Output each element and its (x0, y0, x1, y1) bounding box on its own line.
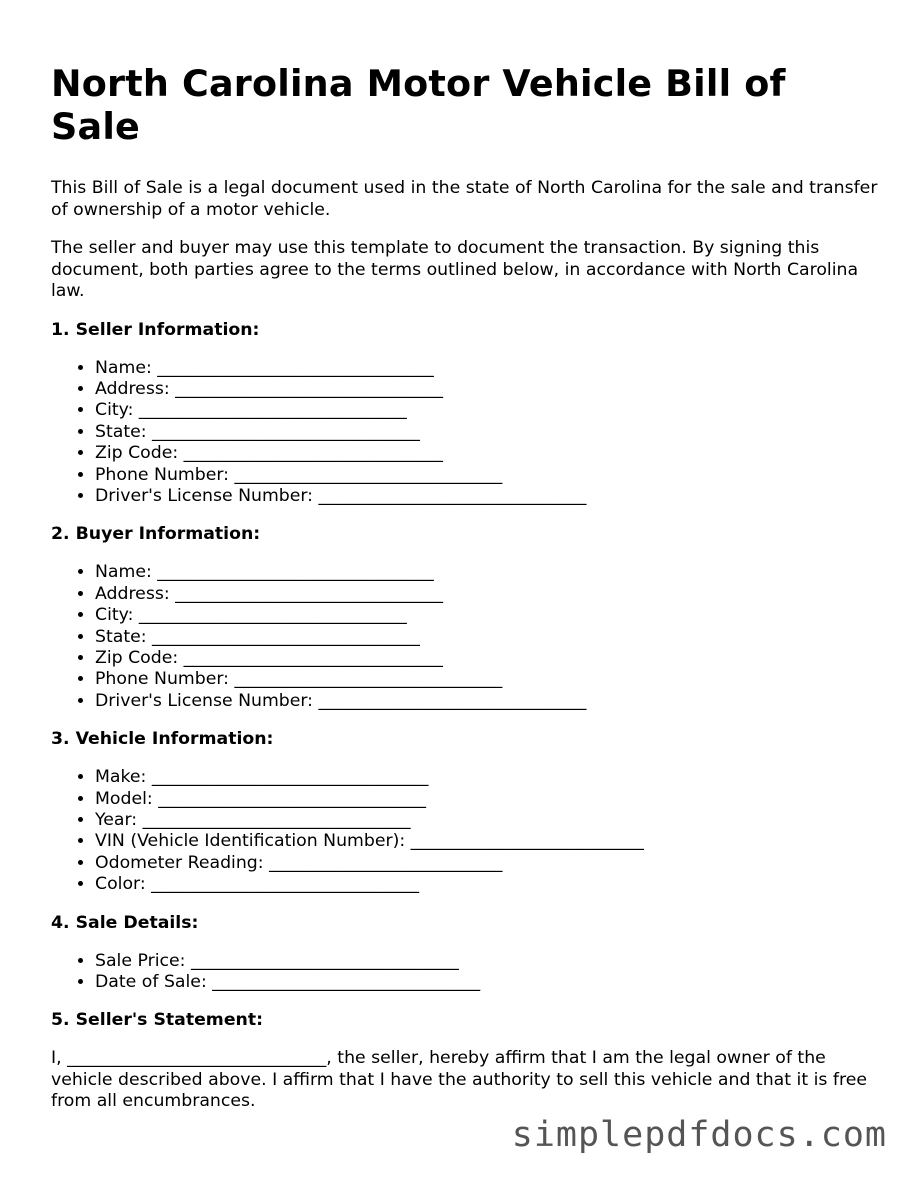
seller-zip-field: • Zip Code: ______________________________ (95, 443, 881, 464)
buyer-phone-field: • Phone Number: _______________________________ (95, 669, 881, 690)
sale-field-list (51, 951, 881, 994)
buyer-license-field: • Driver's License Number: _______________________________ (95, 691, 881, 712)
vehicle-make-field: • Make: ________________________________ (95, 767, 881, 788)
vehicle-odometer-field: • Odometer Reading: ___________________________ (95, 853, 881, 874)
seller-city-field: • City: _______________________________ (95, 400, 881, 421)
buyer-city-field: • City: _______________________________ (95, 605, 881, 626)
buyer-field-list (51, 562, 881, 712)
vehicle-field-list (51, 767, 881, 895)
buyer-section-heading: 2. Buyer Information: (51, 524, 261, 545)
vehicle-model-field: • Model: _______________________________ (95, 789, 881, 810)
document-title: North Carolina Motor Vehicle Bill of Sale (51, 62, 786, 148)
document-page (51, 62, 881, 1113)
buyer-zip-field: • Zip Code: ______________________________ (95, 648, 881, 669)
seller-field-list (51, 358, 881, 508)
buyer-state-field: • State: _______________________________ (95, 627, 881, 648)
sale-price-field: • Sale Price: _______________________________ (95, 951, 881, 972)
statement-section-heading: 5. Seller's Statement: (51, 1010, 264, 1031)
vehicle-section-heading: 3. Vehicle Information: (51, 729, 274, 750)
vehicle-vin-field: • VIN (Vehicle Identification Number): ___________________________ (95, 831, 881, 852)
watermark: simplepdfdocs.com (511, 1115, 887, 1155)
buyer-address-field: • Address: _______________________________ (95, 584, 881, 605)
sale-section-heading: 4. Sale Details: (51, 912, 199, 933)
seller-statement-text: I, ______________________________, the seller, hereby affirm that I am the legal owner of the vehicle described above. I affirm that I have the authority to sell this vehicle and that it is free from all encumbrances. (51, 1048, 867, 1112)
intro-paragraph: This Bill of Sale is a legal document used in the state of North Carolina for the sale and transfer of ownership of a motor vehicle. (51, 178, 878, 220)
vehicle-year-field: • Year: _______________________________ (95, 810, 881, 831)
buyer-name-field: • Name: ________________________________ (95, 562, 881, 583)
seller-section-heading: 1. Seller Information: (51, 319, 260, 340)
seller-phone-field: • Phone Number: _______________________________ (95, 465, 881, 486)
intro-paragraph: The seller and buyer may use this template to document the transaction. By signing this document, both parties agree to the terms outlined below, in accordance with North Carolina law. (51, 238, 859, 301)
sale-date-field: • Date of Sale: _______________________________ (95, 972, 881, 993)
seller-name-field: • Name: ________________________________ (95, 358, 881, 379)
seller-state-field: • State: _______________________________ (95, 422, 881, 443)
seller-license-field: • Driver's License Number: _______________________________ (95, 486, 881, 507)
vehicle-color-field: • Color: _______________________________ (95, 874, 881, 895)
seller-address-field: • Address: _______________________________ (95, 379, 881, 400)
